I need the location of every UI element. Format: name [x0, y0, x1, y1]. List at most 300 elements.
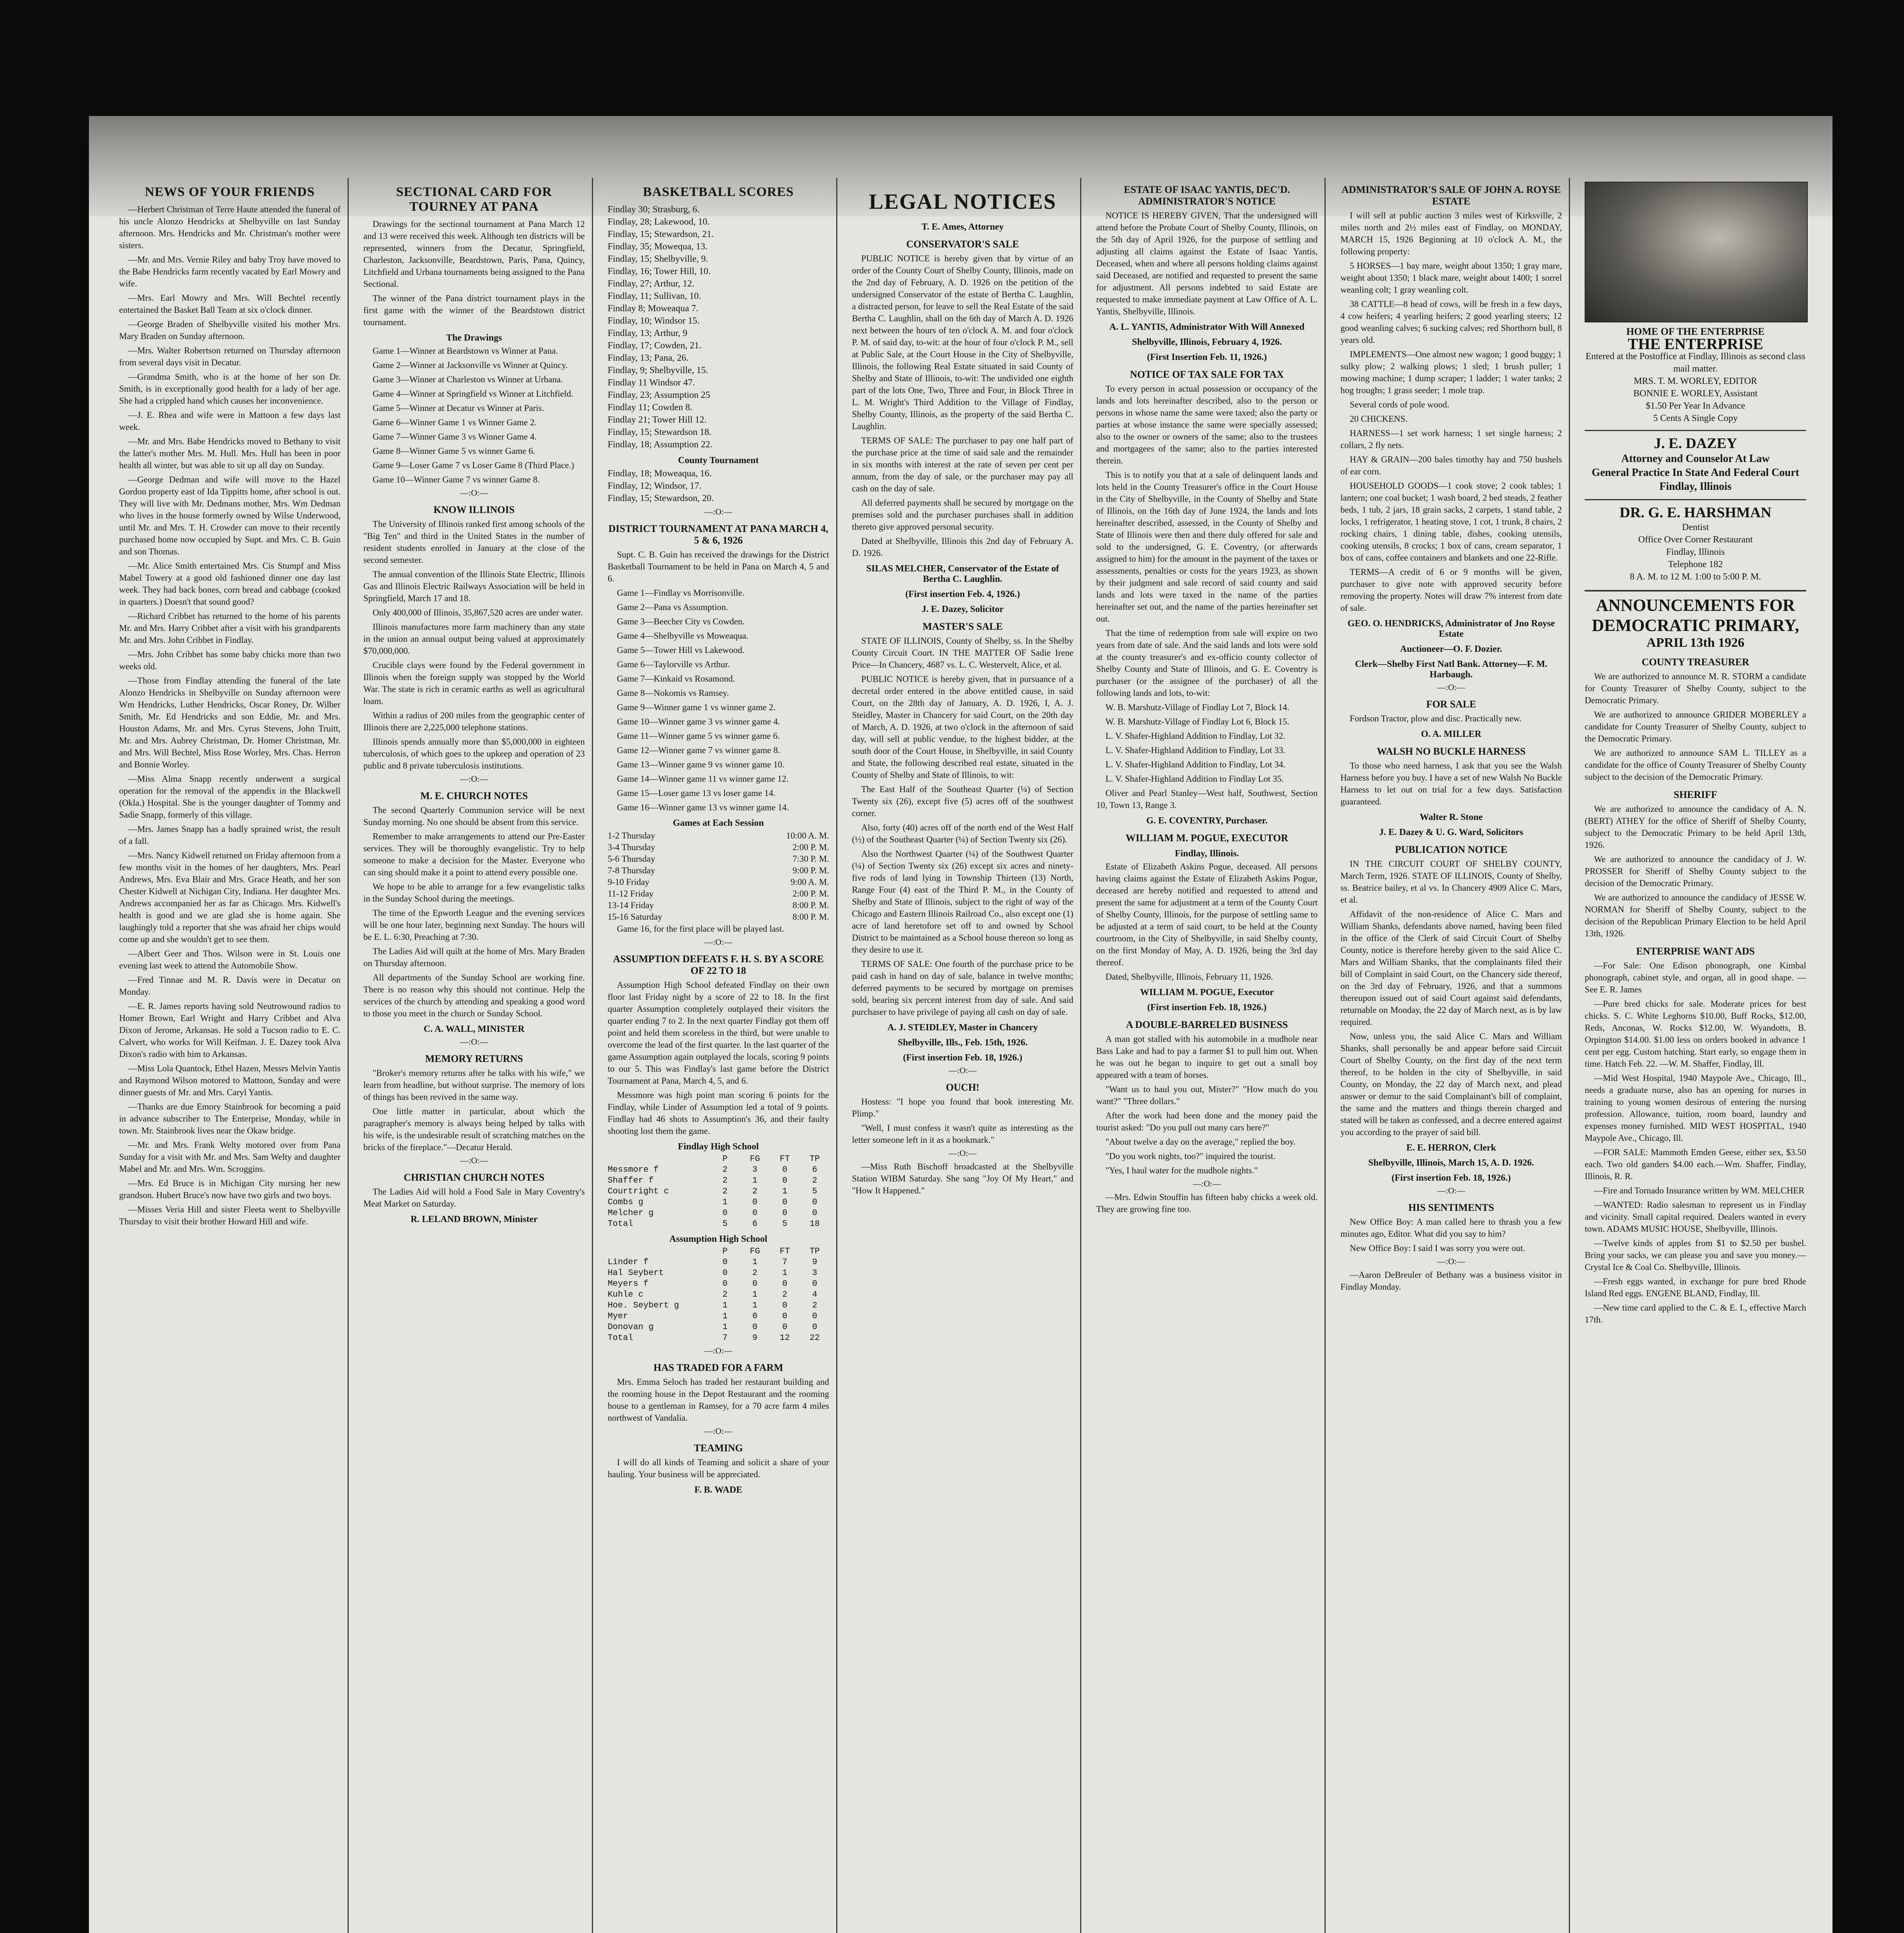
stat-cell: 7: [782, 1257, 788, 1267]
stat-cell: 3: [752, 1165, 758, 1174]
want-ads-list: [1585, 960, 1806, 1326]
paragraph: Game 2—Pana vs Assumption.: [617, 602, 728, 612]
player-name: Messmore f: [607, 1165, 659, 1174]
session-row: [608, 911, 829, 923]
estate-title: ESTATE OF ISAAC YANTIS, DEC'D. ADMINISTRATOR'S NOTICE: [1124, 184, 1290, 207]
stat-cell: 0: [752, 1208, 758, 1218]
box-row: [608, 1311, 829, 1322]
dazey-name: J. E. DAZEY: [1653, 435, 1737, 452]
paragraph: Game 3—Winner at Charleston vs Winner at Urbana.: [372, 375, 563, 384]
paragraph: Game 4—Shelbyville vs Moweaqua.: [617, 631, 748, 641]
box-row: [608, 1300, 829, 1311]
harshman-lines: [1585, 521, 1806, 583]
player-name: Hoe. Seybert g: [607, 1301, 679, 1310]
want-ads-title: ENTERPRISE WANT ADS: [1636, 946, 1755, 957]
column-6: ADMINISTRATOR'S SALE OF JOHN A. ROYSE ESTATE I will sell at public auction 3 miles west of Kirksville, 2 miles north and 2½ miles east of Findlay, on MONDAY, MARCH 15, 1926 Beginning at 10 o'clock A. M., the following property: 5 HORSES—1 bay mare, weight about 1350; 1 gray mare, weight about 1350; 1 black mare, weight about 1400; 1 sorrel weanling colt; 1 gray weanling colt. 38 CATTLE—8 head of cows, will be fresh in a few days, 4 cow heifers; 4 yearling heifers; 2 good yearling steers; 12 good weanling calves; 6 sucking calves; red Shorthorn bull, 8 years old. IMPLEMENTS—One almost new wagon; 1 good buggy; 1 sulky plow; 2 walking plows; 1 sled; 1 brush puller; 1 mowing machine; 1 dump scraper; 1 ladder; 1 water tanks; 2 hog troughs; 1 grass seeder; 1 mole trap. Several cords of pole wood. 20 CHICKENS. HARNESS—1 set work harness; 1 set single harness; 2 collars, 2 fly nets. HAY & GRAIN—200 bales timothy hay and 750 bushels of ear corn. HOUSEHOLD GOODS—1 cook stove; 2 cook tables; 1 lantern; one coal bucket; 1 wash board, 2 bed steads, 2 feather beds, 1 tub, 2 jars, 18 grain sacks, 2 carpets, 1 stand table, 2 locks, 1 refrigerator, 1 heating stove, 1 cot, 1 trunk, 8 chairs, 2 rocking chairs, 1 dining table, dishes, cooking utensils, cooking utensils, 8 crocks; 1 box of cans, cream separator, 1 box of cans, coffee containers and blankets and one 22-Rifle. TERMS—A credit of 6 or 9 months will be given, purchaser to give note with approved security before removing the property. Notes will draw 7% interest from date of sale. GEO. O. HENDRICKS, Administrator of Jno Royse Estate Auctioneer—O. F. Dozier. Clerk—Shelby First Natl Bank. Attorney—F. M. Harbaugh. —:O:— FOR SALE Fordson Tractor, plow and disc. Practically new. O. A. MILLER WALSH NO BUCKLE HARNESS To those who need harness, I ask that you see the Walsh Harness before you buy. I have a set of new Walsh No Buckle Harness to let out on trial for a few days. Satisfaction guaranteed. Walter R. Stone J. E. Dazey & U. G. Ward, Solicitors PUBLICATION NOTICE IN THE CIRCUIT COURT OF SHELBY COUNTY, March Term, 1926. STATE OF ILLINOIS, County of Shelby, ss. Beatrice bailey, et al vs. In Chancery 4909 Alice C. Mars, et al. Affidavit of the non-residence of Alice C. Mars and William Shanks, defendants above named, having been filed in the office of the Clerk of said Circuit Court of Shelby County, notice is therefore hereby given to the said Alice C. Mars and William Shanks, that the complainants filed their bill of Complaint in said Court, on the Chancery side thereof, on the 3rd day of February, 1926, and that a summons thereupon issued out of said Court against said defendants, returnable on Monday, the 22 day of March next, as is by law required. Now, unless you, the said Alice C. Mars and William Shanks, shall personally be and appear before said Circuit Court of Shelby County, on the first day of the next term thereof, to be holden in the city of Shelbyville, in said County, on Monday, the 22 day of March next, and plead answer or demur to the said Complainant's bill of complaint, the same and the matters and things therein charged and stated will be taken as confessed, and a decree entered against you according to the prayer of said bill. E. E. HERRON, Clerk Shelbyville, Illinois, March 15, A. D. 1926. (First insertion Feb. 18, 1926.) —:O:— HIS SENTIMENTS New Office Boy: A man called here to thrash you a few minutes ago, Editor. What did you say to him? New Office Boy: I said I was sorry you were out. —:O:— —Aaron DeBreuler of Bethany was a business visitor in Findlay Monday.: [1333, 178, 1570, 1933]
session-time: 8:00 P. M.: [792, 900, 829, 910]
paragraph: —For Sale: One Edison phonograph, one Kimbal phonograph, cabinet style, and organ, all in good shape. —See E. R. James: [1585, 961, 1807, 994]
paragraph: Game 4—Winner at Springfield vs Winner at Litchfield.: [372, 389, 573, 399]
paragraph: Entered at the Postoffice at Findlay, Illinois as second class mail matter.: [1585, 351, 1805, 374]
forsale-title: FOR SALE: [1426, 699, 1476, 710]
scores-title: BASKETBALL SCORES: [643, 185, 794, 199]
master-sign: A. J. STEIDLEY, Master in Chancery: [887, 1023, 1038, 1033]
box-total: [608, 1219, 829, 1229]
stat-cell: P: [722, 1246, 728, 1256]
paragraph: Only 400,000 of Illinois, 35,867,520 acres are under water.: [372, 608, 583, 617]
paragraph: —Mrs. Walter Robertson returned on Thursday afternoon from several days visit in Decatur.: [119, 346, 341, 367]
district-list: [608, 549, 829, 813]
paragraph: Fordson Tractor, plow and disc. Practically new.: [1350, 714, 1522, 723]
paragraph: 8 A. M. to 12 M. 1:00 to 5:00 P. M.: [1630, 572, 1761, 582]
paragraph: W. B. Marshutz-Village of Findlay Lot 7, Block 14.: [1105, 702, 1290, 712]
stat-cell: 0: [812, 1208, 817, 1218]
player-name: Meyers f: [607, 1279, 649, 1289]
paragraph: IN THE CIRCUIT COURT OF SHELBY COUNTY, March Term, 1926. STATE OF ILLINOIS, County of Shelby, ss. Beatrice bailey, et al vs. In Chancery 4909 Alice C. Mars, et al.: [1340, 859, 1562, 905]
paragraph: Game 12—Winner game 7 vs winner game 8.: [617, 745, 780, 755]
masthead: [1585, 326, 1806, 424]
tax-title: NOTICE OF TAX SALE FOR TAX: [1130, 369, 1284, 380]
paragraph: The University of Illinois ranked first among schools of the "Big Ten" and third in the United States in the number of resident students enrolled in January at the close of the second semester.: [363, 519, 585, 565]
column-5: ESTATE OF ISAAC YANTIS, DEC'D. ADMINISTRATOR'S NOTICE NOTICE IS HEREBY GIVEN, That the undersigned will attend before the Probate Court of Shelby County, Illinois, on the 5th day of April 1926, for the purpose of settling and adjusting all claims against the Estate of Isaac Yantis, Deceased, when and where all persons holding claims against said Deceased, are notified and requested to present the same for adjustment. All persons indebted to said Estate are requested to make immediate payment at Law Office of A. L. Yantis, Shelbyville, Illinois. A. L. YANTIS, Administrator With Will Annexed Shelbyville, Illinois, February 4, 1926. (First Insertion Feb. 11, 1926.) NOTICE OF TAX SALE FOR TAX To every person in actual possession or occupancy of the lands and lots hereinafter described, also to the person or persons in whose name the same were taxed; also the party or parties at whose instance the same were specially assessed; also to the owner or owners of the same; also to the trustees and mortgagees of the same; also to the parties interested therein. This is to notify you that at a sale of delinquent lands and lots held in the County Treasurer's office in the Court House in the City of Shelbyville, in the County of Shelby and State of Illinois, on the 16th day of June 1924, the lands and lots hereinafter described, assessed, in the County of Shelby and State of Illinois were then and there duly offered for sale and sold to the undersigned, G. E. Coventry, (or afterwards assigned to him) for the amount in the payment of the taxes or assessments, penalties or costs for the years 1923, as shown by their judgment and sale record of said county and said lands and lots were taxed in the name of the parties hereinafter set out, and the name of the parties hereinafter set out. That the time of redemption from sale will expire on two years from date of sale. And the said lands and lots were sold at the county treasurer's and ex-officio county collector of Shelby County and State of Illinois, and G. E. Coventry is purchaser (or the assignee of the purchaser) of all the following lands and lots, to-wit: W. B. Marshutz-Village of Findlay Lot 7, Block 14. W. B. Marshutz-Village of Findlay Lot 6, Block 15. L. V. Shafer-Highland Addition to Findlay, Lot 32. L. V. Shafer-Highland Addition to Findlay, Lot 33. L. V. Shafer-Highland Addition to Findlay, Lot 34. L. V. Shafer-Highland Addition to Findlay Lot 35. Oliver and Pearl Stanley—West half, Southwest, Section 10, Town 13, Range 3. G. E. COVENTRY, Purchaser. WILLIAM M. POGUE, EXECUTOR Findlay, Illinois. Estate of Elizabeth Askins Pogue, deceased. All persons having claims against the Estate of Elizabeth Askins Pogue, deceased are hereby notified and requested to attend and present the same for adjustment at a term of the County Court of Shelby County, Illinois, for the purpose of settling same to be adjusted at a term of said court, to be held at the County courtroom, in the City of Shelbyville, in said Shelby county, on the first Monday of May, A. D. 1926, being the 3rd day thereof. Dated, Shelbyville, Illinois, February 11, 1926. WILLIAM M. POGUE, Executor (First insertion Feb. 18, 1926.) A DOUBLE-BARRELED BUSINESS A man got stalled with his automobile in a mudhole near Bass Lake and had to pay a farmer $1 to pull him out. When he was out he began to inquire to get out a small boy appeared with a team of horses. "Want us to haul you out, Mister?" "How much do you want?" "Three dollars." After the work had been done and the money paid the tourist asked: "Do you pull out many cars here?" "About twelve a day on the average," replied the boy. "Do you work nights, too?" inquired the tourist. "Yes, I haul water for the mudhole nights." —:O:— —Mrs. Edwin Stouffin has fifteen baby chicks a week old. They are growing fine too.: [1089, 178, 1326, 1933]
paragraph: HAY & GRAIN—200 bales timothy hay and 750 bushels of ear corn.: [1340, 455, 1562, 476]
paragraph: One little matter in particular, about which the paragrapher's memory is always being helped by talks with his wife, is the undesirable result of scratching matches on the bricks of the fireplace."—Decatur Herald.: [363, 1106, 585, 1152]
paragraph: Findlay, Illinois: [1659, 481, 1732, 493]
paragraph: Game 13—Winner game 9 vs winner game 10.: [617, 760, 785, 769]
paragraph: Oliver and Pearl Stanley—West half, Southwest, Section 10, Town 13, Range 3.: [1096, 788, 1318, 810]
paragraph: Findlay, 9; Shelbyville, 15.: [607, 365, 708, 375]
paragraph: PUBLIC NOTICE is hereby given that by virtue of an order of the County Court of Shelby County, Illinois, made on the 2nd day of February, A. D. 1926 on the petition of the undersigned Conservator of the estate of Bertha C. Laughlin, a distracted person, for leave to sell the Real Estate of the said Bertha C. Laughlin, shall on the 6th day of March A. D. 1926 next between the hours of ten o'clock A. M. and four o'clock P. M. of said day, to-wit: at the hour of four o'clock P. M., sell at Public Sale, at the Court House in the City of Shelbyville, Illinois, the following Real Estate situated in said County of Shelby and State of Illinois, to-wit: The undivided one eighth part of the lots One, Two, Three and Four, in Block Three in L. M. Wright's Third Addition to the Village of Findlay, Shelby County, Illinois, as the property of the said Bertha C. Laughlin.: [852, 254, 1074, 431]
harshman-card: [1585, 499, 1806, 583]
cons-ins: (First insertion Feb. 4, 1926.): [905, 589, 1020, 599]
stat-cell: 9: [812, 1257, 817, 1267]
box-total: [608, 1333, 829, 1343]
stat-cell: 4: [812, 1290, 817, 1299]
session-row: [608, 830, 829, 842]
paper-name: THE ENTERPRISE: [1628, 335, 1763, 353]
walsh-title: WALSH NO BUCKLE HARNESS: [1377, 746, 1526, 757]
paragraph: Mrs. Emma Seloch has traded her restaurant building and the rooming house in the Depot Restaurant and the rooming house to a gentleman in Ramsey, for a 70 acre farm 4 miles northwest of Vandalia.: [607, 1377, 829, 1423]
bischoff-note: —Miss Ruth Bischoff broadcasted at the Shelbyville Station WIBM Saturday. She sang "Joy Of My Heart," and "How It Happened.": [852, 1162, 1074, 1195]
harshman-name: DR. G. E. HARSHMAN: [1619, 505, 1771, 521]
paragraph: I will sell at public auction 3 miles west of Kirksville, 2 miles north and 2½ miles east of Findlay, on MONDAY, MARCH 15, 1926 Beginning at 10 o'clock A. M., the following property:: [1340, 211, 1562, 256]
stat-cell: 0: [722, 1208, 728, 1218]
paragraph: NOTICE IS HEREBY GIVEN, That the undersigned will attend before the Probate Court of Shelby County, Illinois, on the 5th day of April 1926, for the purpose of settling and adjusting all claims against the Estate of Isaac Yantis, Deceased, when and where all persons holding claims against said Deceased, are notified and requested to present the same for adjustment. All persons indebted to said Estate are requested to make immediate payment at Law Office of A. L. Yantis, Shelbyville, Illinois.: [1096, 211, 1318, 316]
paragraph: 5 HORSES—1 bay mare, weight about 1350; 1 gray mare, weight about 1350; 1 black mare, weight about 1400; 1 sorrel weanling colt; 1 gray weanling colt.: [1340, 261, 1562, 295]
stat-cell: 22: [810, 1333, 820, 1343]
stat-cell: 1: [752, 1301, 758, 1310]
player-name: Melcher g: [607, 1208, 654, 1218]
christian-title: CHRISTIAN CHURCH NOTES: [404, 1172, 545, 1183]
cons-attorney: T. E. Ames, Attorney: [921, 222, 1004, 232]
column-3: BASKETBALL SCORES Findlay 30; Strasburg, 6. Findlay, 28; Lakewood, 10. Findlay, 15; Stewardson, 21. Findlay, 35; Mowequa, 13. Findlay, 15; Shelbyville, 9. Findlay, 16; Tower Hill, 10. Findlay, 27; Arthur, 12. Findlay, 11; Sullivan, 10. Findlay 8; Moweaqua 7. Findlay, 10; Windsor 15. Findlay, 13; Arthur, 9 Findlay, 17; Cowden, 21. Findlay, 13; Pana, 26. Findlay, 9; Shelbyville, 15. Findlay 11 Windsor 47. Findlay, 23; Assumption 25 Findlay 11; Cowden 8. Findlay 21; Tower Hill 12. Findlay, 15; Stewardson 18. Findlay, 18; Assumption 22. County Tournament Findlay, 18; Moweaqua, 16. Findlay, 12; Windsor, 17. Findlay, 15; Stewardson, 20. —:O:— DISTRICT TOURNAMENT AT PANA MARCH 4, 5 & 6, 1926 Supt. C. B. Guin has received the drawings for the District Basketball Tournament to be held in Pana on March 4, 5 and 6. Game 1—Findlay vs Morrisonville. Game 2—Pana vs Assumption. Game 3—Beecher City vs Cowden. Game 4—Shelbyville vs Moweaqua. Game 5—Tower Hill vs Lakewood. Game 6—Taylorville vs Arthur. Game 7—Kinkaid vs Rosamond. Game 8—Nokomis vs Ramsey. Game 9—Winner game 1 vs winner game 2. Game 10—Winner game 3 vs winner game 4. Game 11—Winner game 5 vs winner game 6. Game 12—Winner game 7 vs winner game 8. Game 13—Winner game 9 vs winner game 10. Game 14—Winner game 11 vs winner game 12. Game 15—Loser game 13 vs loser game 14. Game 16—Winner game 13 vs winner game 14. Games at Each Session 1-2 Thursday 10:00 A. M. 3-4 Thursday 2:00 P. M. 5-6 Thursday 7:30 P. M. 7-8 Thursday 9:00 P. M. 9-10 Friday 9:00 A. M. 11-12 Friday 2:00 P. M. 13-14 Friday 8:00 P. M. 15-16 Saturday 8:00 P. M. Game 16, for the first place will be played last. —:O:— ASSUMPTION DEFEATS F. H. S. BY A SCORE OF 22 TO 18 Assumption High School defeated Findlay on their own floor last Friday night by a score of 22 to 18. In the first quarter Assumption completely outplayed their visitors the quarter ending 7 to 2. In the next quarter Findlay got them off point and held them scoreless in the third, but were unable to overcome the lead of the first quarter. In the last quarter of the game Assumption again outplayed the locals, scoring 9 points to our 5. This was Findlay's last game before the District Tournament at Pana, March 4, 5, and 6. Messmore was high point man scoring 6 points for the Findlay, while Linder of Assumption led a total of 9 points. Findlay had 46 shots to Assumption's 36, and their faulty shooting lost them the game. Findlay High School P FG FT TP Messmore f 2 3 0 6 Shaffer f 2 1 0 2 Courtright c 2 2 1 5 Combs g 1 0 0 0 Melcher g 0 0 0 0 Total 5 6 5 18 Assumption High School P FG FT TP Linder f 0 1 7 9 Hal Seybert 0 2 1 3 Meyers f 0 0 0 0 Kuhle c 2 1 2 4 Hoe. Seybert g 1 1 0 2 Myer 1 0 0 0 Donovan g 1 0 0 0 Total 7 9 12 22 —:O:— HAS TRADED FOR A FARM Mrs. Emma Seloch has traded her restaurant building and the rooming house in the Depot Restaurant and the rooming house to a gentleman in Ramsey, for a 70 acre farm 4 miles northwest of Vandalia. —:O:— TEAMING I will do all kinds of Teaming and solicit a share of your hauling. Your business will be appreciated. F. B. WADE: [601, 178, 837, 1933]
session-time: 2:00 P. M.: [792, 842, 829, 852]
stat-cell: 0: [812, 1311, 817, 1321]
player-name: [608, 1246, 710, 1257]
paragraph: 5 Cents A Single Copy: [1653, 413, 1738, 423]
paragraph: "Well, I must confess it wasn't quite as interesting as the letter someone left in it as a bookmark.": [852, 1123, 1074, 1145]
paragraph: —Those from Findlay attending the funeral of the late Alonzo Hendricks in Shelbyville on Sunday afternoon were Wm Hendricks, Luther Hendricks, Oscar Roney, Dr. Wilber Smith, Mr. Ed Hendricks and son Eddie, Mr. and Mrs. Houston Adams, Mr. and Mrs. Cyrus Stevens, John Truitt, Mr. and Mrs. Aubrey Christman, Dr. Homer Christman, Mr. and Mrs. Will Bechtel, Miss Rose Worley, Mrs. Chas. Herron and Bonnie Worley.: [119, 676, 341, 769]
paragraph: Findlay, 15; Stewardson, 20.: [607, 493, 714, 503]
paragraph: Findlay, 12; Windsor, 17.: [607, 481, 702, 491]
stat-cell: 0: [782, 1301, 788, 1310]
stat-cell: TP: [810, 1154, 820, 1164]
paragraph: Game 3—Beecher City vs Cowden.: [617, 617, 745, 626]
paragraph: Findlay, 13; Pana, 26.: [607, 353, 689, 363]
sessions-title: Games at Each Session: [673, 818, 764, 828]
christian-list: [363, 1186, 585, 1210]
paragraph: —New time card applied to the C. & E. I., effective March 17th.: [1585, 1303, 1807, 1324]
player-name: Kuhle c: [607, 1290, 644, 1299]
paragraph: General Practice In State And Federal Court: [1592, 467, 1799, 479]
paragraph: Game 1—Winner at Beardstown vs Winner at Pana.: [372, 346, 558, 356]
announcements-title: ANNOUNCEMENTS FOR DEMOCRATIC PRIMARY,: [1585, 590, 1806, 636]
box-row: [608, 1322, 829, 1333]
paragraph: Remember to make arrangements to attend our Pre-Easter services. They will be thoroughly evangelistic. Try to help someone to make a decision for the Master. Everyone who can sing should make it a point to attend every possible one.: [363, 832, 585, 877]
debreuler-note: —Aaron DeBreuler of Bethany was a business visitor in Findlay Monday.: [1340, 1270, 1562, 1292]
paragraph: The second Quarterly Communion service will be next Sunday morning. No one should be absent from this service.: [363, 805, 585, 827]
forsale-list: [1340, 713, 1562, 724]
ouch-title: OUCH!: [946, 1082, 980, 1093]
paragraph: "Yes, I haul water for the mudhole nights.": [1105, 1166, 1258, 1175]
paragraph: Game 9—Loser Game 7 vs Loser Game 8 (Third Place.): [372, 460, 574, 470]
box2-table: [608, 1246, 829, 1343]
tax-list: [1096, 383, 1318, 811]
player-name: Combs g: [607, 1197, 644, 1207]
paragraph: Office Over Corner Restaurant: [1638, 535, 1753, 545]
stat-cell: 0: [782, 1208, 788, 1218]
paragraph: Findlay 8; Moweaqua 7.: [607, 303, 699, 314]
stat-cell: 0: [812, 1197, 817, 1207]
estate-ins: (First Insertion Feb. 11, 1926.): [1147, 352, 1267, 362]
announcements-date: APRIL 13th 1926: [1647, 636, 1745, 650]
assumption-list: [608, 979, 829, 1137]
paragraph: After the work had been done and the money paid the tourist asked: "Do you pull out many cars here?": [1096, 1111, 1318, 1132]
stat-cell: 1: [722, 1301, 728, 1310]
paragraph: —Thanks are due Emory Stainbrook for becoming a paid in advance subscriber to The Enterprise, Monday, while in town. Mr. Stainbrook lives near the Okaw bridge.: [119, 1102, 341, 1135]
legal-notices-title: LEGAL NOTICES: [869, 190, 1057, 214]
paragraph: The annual convention of the Illinois State Electric, Illinois Gas and Illinois Electric Railways Association will be held in Springfield, March 17 and 18.: [363, 569, 585, 603]
pogue-sign: WILLIAM M. POGUE, Executor: [1140, 987, 1274, 997]
stat-cell: 2: [812, 1301, 817, 1310]
paragraph: Game 9—Winner game 1 vs winner game 2.: [617, 702, 776, 712]
paragraph: Attorney and Counselor At Law: [1621, 453, 1770, 465]
master-title: MASTER'S SALE: [922, 621, 1003, 632]
paragraph: We are authorized to announce GRIDER MOBERLEY a candidate for County Treasurer of Shelby County, subject to the Democratic Primary.: [1585, 710, 1807, 743]
pub-atty: J. E. Dazey & U. G. Ward, Solicitors: [1379, 827, 1524, 837]
paragraph: Dated at Shelbyville, Illinois this 2nd day of February A. D. 1926.: [852, 536, 1074, 558]
memory-list: [363, 1067, 585, 1153]
drawings-list: [363, 345, 585, 486]
paragraph: Findlay, 11; Sullivan, 10.: [607, 291, 701, 301]
paragraph: The Ladies Aid will hold a Food Sale in Mary Coventry's Meat Market on Saturday.: [363, 1187, 585, 1209]
stat-cell: 0: [752, 1197, 758, 1207]
royse-sale-list: [1340, 210, 1562, 614]
box-header: [608, 1154, 829, 1164]
session-time: 7:30 P. M.: [792, 854, 829, 864]
paragraph: "About twelve a day on the average," replied the boy.: [1105, 1137, 1296, 1147]
mast-lines: [1585, 350, 1806, 424]
stat-cell: 0: [752, 1311, 758, 1321]
stat-cell: 0: [782, 1311, 788, 1321]
paragraph: L. V. Shafer-Highland Addition to Findlay Lot 35.: [1105, 774, 1284, 784]
paragraph: PUBLIC NOTICE is hereby given, that in pursuance of a decretal order entered in the above entitled cause, in said Court, on the 28th day of January, A. D. 1926, I, A. J. Steidley, Master in Chancery for said Court, on the 20th day of March, A. D. 1926, at two o'clock in the afternoon of said day, will sell at public vendue, to the highest bidder, at the south door of the Court House, in Shelbyville, in said County and State, the following described real estate, situated in the County of Shelby and State of Illinois, to wit:: [852, 674, 1074, 780]
paragraph: The time of the Epworth League and the evening services will be one hour later, beginning next Sunday. The hours will be E. L. 6:30, Preaching at 7:30.: [363, 908, 585, 942]
church-title: M. E. CHURCH NOTES: [420, 790, 528, 801]
paragraph: All deferred payments shall be secured by mortgage on the premises sold and the purchaser purchases shall in addition thereto give approved personal security.: [852, 498, 1074, 532]
stat-cell: 1: [752, 1290, 758, 1299]
paragraph: We are authorized to announce M. R. STORM a candidate for County Treasurer of Shelby County, subject to the Democratic Primary.: [1585, 672, 1807, 705]
master-atty: J. E. Dazey, Solicitor: [922, 604, 1004, 614]
pogue-sub: Findlay, Illinois.: [1174, 849, 1239, 859]
stat-cell: 6: [752, 1219, 758, 1229]
stat-cell: 7: [722, 1333, 728, 1343]
paragraph: MRS. T. M. WORLEY, EDITOR: [1634, 376, 1757, 386]
paragraph: New Office Boy: I said I was sorry you were out.: [1350, 1243, 1526, 1253]
paragraph: Also the Northwest Quarter (¼) of the Southwest Quarter (¼) of Section Twenty six (26) except six acres and ninety-five rods of land lying in Township Thirteen (13) North, Range Four (4) east of the Third P. M., in the County of Shelby and State of Illinois, subject to the right of way of the Chicago and Eastern Illinois Railroad Co., also except one (1) acre of land heretofore set off to and owned by School District to be maintained as a School house thereon so long as they desire to use it.: [852, 849, 1074, 955]
stat-cell: TP: [810, 1246, 820, 1256]
paragraph: TERMS OF SALE: The purchaser to pay one half part of the purchase price at the time of said sale and the remainder in six months with interest at the rate of seven per cent per annum, from the day of sale, or the purchaser may pay all cash on the day of sale.: [852, 436, 1074, 493]
newspaper-page: [89, 116, 1832, 1933]
paragraph: IMPLEMENTS—One almost new wagon; 1 good buggy; 1 sulky plow; 2 walking plows; 1 sled; 1 brush puller; 1 mowing machine; 1 dump scraper; 1 ladder; 1 water tanks; 2 hog troughs; 1 grass seeder; 1 mole trap.: [1340, 349, 1562, 395]
column-4: LEGAL NOTICES T. E. Ames, Attorney CONSERVATOR'S SALE PUBLIC NOTICE is hereby given that by virtue of an order of the County Court of Shelby County, Illinois, made on the 2nd day of February, A. D. 1926 on the petition of the undersigned Conservator of the estate of Bertha C. Laughlin, a distracted person, for leave to sell the Real Estate of the said Bertha C. Laughlin, shall on the 6th day of March A. D. 1926 next between the hours of ten o'clock A. M. and four o'clock P. M. of said day, to-wit: at the hour of four o'clock P. M., sell at Public Sale, at the Court House in the City of Shelbyville, Illinois, the following Real Estate situated in said County of Shelby and State of Illinois, to-wit: The undivided one eighth part of the lots One, Two, Three and Four, in Block Three in L. M. Wright's Third Addition to the Village of Findlay, Shelby County, Illinois, as the property of the said Bertha C. Laughlin. TERMS OF SALE: The purchaser to pay one half part of the purchase price at the time of said sale and the remainder in six months with interest at the rate of seven per cent per annum, from the day of sale, or the purchaser may pay all cash on the day of sale. All deferred payments shall be secured by mortgage on the premises sold and the purchaser purchases shall in addition thereto give approved personal security. Dated at Shelbyville, Illinois this 2nd day of February A. D. 1926. SILAS MELCHER, Conservator of the Estate of Bertha C. Laughlin. (First insertion Feb. 4, 1926.) J. E. Dazey, Solicitor MASTER'S SALE STATE OF ILLINOIS, County of Shelby, ss. In the Shelby County Circuit Court. IN THE MATTER OF Sadie Irene Price—In Chancery, 4687 vs. L. C. Westervelt, Alice, et al. PUBLIC NOTICE is hereby given, that in pursuance of a decretal order entered in the above entitled cause, in said Court, on the 28th day of January, A. D. 1926, I, A. J. Steidley, Master in Chancery for said Court, on the 20th day of March, A. D. 1926, at two o'clock in the afternoon of said day, will sell at public vendue, to the highest bidder, at the south door of the Court House, in Shelbyville, in said County and State, the following described real estate, situated in the County of Shelby and State of Illinois, to wit: The East Half of the Southeast Quarter (¼) of Section Twenty six (26), except five (5) acres off of the southwest corner. Also, forty (40) acres off of the north end of the West Half (½) of the Southeast Quarter (¼) of Section Twenty six (26). Also the Northwest Quarter (¼) of the Southwest Quarter (¼) of Section Twenty six (26) except six acres and ninety-five rods of land lying in Township Thirteen (13) North, Range Four (4) east of the Third P. M., in the County of Shelby and State of Illinois, subject to the right of way of the Chicago and Eastern Illinois Railroad Co., also except one (1) acre of land heretofore set off to and owned by School District to be maintained as a School house thereon so long as they desire to use it. TERMS OF SALE: One fourth of the purchase price to be paid cash in hand on day of sale, balance in twelve months; deferred payments to be secured by mortgage on premises sold, bearing six percent interest from day of sale. And said purchaser to have privilege of paying all cash on day of sale. A. J. STEIDLEY, Master in Chancery Shelbyville, Ills., Feb. 15th, 1926. (First insertion Feb. 18, 1926.) —:O:— OUCH! Hostess: "I hope you found that book interesting Mr. Plimp." "Well, I must confess it wasn't quite as interesting as the letter someone left in it as a bookmark." —:O:— —Miss Ruth Bischoff broadcasted at the Shelbyville Station WIBM Saturday. She sang "Joy Of My Heart," and "How It Happened.": [845, 178, 1082, 1933]
paragraph: Game 5—Tower Hill vs Lakewood.: [617, 645, 745, 655]
sectional-title: SECTIONAL CARD FOR TOURNEY AT PANA: [396, 185, 552, 214]
player-name: Donovan g: [607, 1322, 654, 1332]
box-row: [608, 1186, 829, 1197]
player-name: Courtright c: [607, 1186, 669, 1196]
paragraph: TERMS OF SALE: One fourth of the purchase price to be paid cash in hand on day of sale, balance in twelve months; deferred payments to be secured by mortgage on premises sold, bearing six percent interest from day of sale. And said purchaser to have privilege of paying all cash on day of sale.: [852, 959, 1074, 1017]
paragraph: Findlay, 27; Arthur, 12.: [607, 279, 694, 289]
box1-table: [608, 1154, 829, 1229]
paragraph: STATE OF ILLINOIS, County of Shelby, ss. In the Shelby County Circuit Court. IN THE MATTER OF Sadie Irene Price—In Chancery, 4687 vs. L. C. Westervelt, Alice, et al.: [852, 636, 1074, 670]
pub-sign: E. E. HERRON, Clerk: [1406, 1143, 1496, 1153]
dazey-lines: [1585, 452, 1806, 494]
know-title: KNOW ILLINOIS: [433, 504, 515, 515]
paragraph: Findlay, 28; Lakewood, 10.: [607, 217, 710, 227]
paragraph: Game 7—Winner Game 3 vs Winner Game 4.: [372, 432, 537, 441]
paragraph: Now, unless you, the said Alice C. Mars and William Shanks, shall personally be and appear before said Circuit Court of Shelby County, on the first day of the next term thereof, to be holden in the city of Shelbyville, in said County, on Monday, the 22 day of March next, and plead answer or demur to the said Complainant's bill of complaint, the same and the matters and things therein charged and stated will be taken as confessed, and a decree entered against you according to the prayer of said bill.: [1340, 1031, 1562, 1137]
columns: [112, 178, 1813, 1933]
stat-cell: 1: [752, 1176, 758, 1185]
paragraph: —Mr. and Mrs. Frank Welty motored over from Pana Sunday for a visit with Mr. and Mrs. Sam Welty and daughter Mabel and Mr. and Mrs. Wm. Scroggins.: [119, 1140, 341, 1174]
estate-list: [1096, 210, 1318, 317]
master-list: [852, 635, 1074, 1018]
walsh-list: [1340, 760, 1562, 808]
forsale-sign: O. A. MILLER: [1421, 729, 1481, 739]
paragraph: —Albert Geer and Thos. Wilson were in St. Louis one evening last week to attend the Automobile Show.: [119, 949, 341, 970]
session-games: 5-6 Thursday: [607, 854, 655, 864]
paragraph: We are authorized to announce the candidacy of JESSE W. NORMAN for Sheriff of Shelby County, subject to the decision of the Republican Primary Election to be held April 13th, 1926.: [1585, 893, 1807, 938]
box-row: [608, 1257, 829, 1268]
stat-cell: 1: [752, 1257, 758, 1267]
master-date: Shelbyville, Ills., Feb. 15th, 1926.: [897, 1038, 1028, 1048]
stat-cell: 0: [782, 1176, 788, 1185]
double-title: A DOUBLE-BARRELED BUSINESS: [1126, 1019, 1288, 1030]
paragraph: —Mr. Alice Smith entertained Mrs. Cis Stumpf and Miss Mabel Towery at a good old fashioned dinner one day last week. They had back bones, corn bread and cabbage (cooked in quarters.) Doesn't that sound good?: [119, 561, 341, 607]
sentiments-list: [1340, 1216, 1562, 1254]
column-7: [1578, 178, 1813, 1933]
stat-cell: 0: [812, 1322, 817, 1332]
paragraph: Findlay 21; Tower Hill 12.: [607, 415, 707, 425]
paragraph: L. V. Shafer-Highland Addition to Findlay, Lot 33.: [1105, 745, 1285, 755]
sheriff-list: [1585, 803, 1806, 939]
sessions-table: [608, 830, 829, 923]
paragraph: All departments of the Sunday School are working fine. There is no reason why this should not continue. Help the services of the church by attending and speaking a good word to those you meet in the church or Sunday School.: [363, 973, 585, 1018]
paragraph: Game 2—Winner at Jacksonville vs Winner at Quincy.: [372, 360, 568, 370]
church-list: [363, 804, 585, 1019]
paragraph: Findlay, 18; Moweaqua, 16.: [607, 469, 712, 479]
sectional-intro: [363, 218, 585, 328]
paragraph: L. V. Shafer-Highland Addition to Findlay, Lot 32.: [1105, 731, 1285, 741]
scores-list: [608, 203, 829, 451]
box-row: [608, 1208, 829, 1219]
stat-cell: 0: [722, 1257, 728, 1267]
paragraph: Messmore was high point man scoring 6 points for the Findlay, while Linder of Assumption led a total of 9 points. Findlay had 46 shots to Assumption's 36, and their faulty shooting lost them the game.: [607, 1090, 829, 1136]
player-name: Myer: [607, 1311, 628, 1321]
paragraph: —J. E. Rhea and wife were in Mattoon a few days last week.: [119, 410, 341, 432]
treasurer-title: COUNTY TREASURER: [1641, 656, 1749, 668]
session-games: 9-10 Friday: [607, 877, 649, 887]
paragraph: —WANTED: Radio salesman to represent us in Findlay and vicinity. Small capital required. Dealers wanted in every town. ADAMS MUSIC HOUSE, Shelbyville, Illinois.: [1585, 1200, 1807, 1234]
paragraph: 38 CATTLE—8 head of cows, will be fresh in a few days, 4 cow heifers; 4 yearling heifers; 2 good yearling steers; 12 good weanling calves; 6 sucking calves; red Shorthorn bull, 8 years old.: [1340, 299, 1562, 345]
paragraph: L. V. Shafer-Highland Addition to Findlay, Lot 34.: [1105, 760, 1285, 769]
stat-cell: 2: [722, 1186, 728, 1196]
paragraph: Findlay, Illinois: [1666, 547, 1725, 557]
stat-cell: 1: [722, 1197, 728, 1207]
player-name: Total: [607, 1333, 633, 1343]
stat-cell: FG: [750, 1154, 760, 1164]
session-time: 9:00 A. M.: [790, 877, 829, 887]
pogue-title: WILLIAM M. POGUE, EXECUTOR: [1125, 832, 1289, 844]
paragraph: Findlay, 13; Arthur, 9: [607, 328, 687, 338]
teaming-title: TEAMING: [694, 1442, 743, 1454]
paragraph: Dated, Shelbyville, Illinois, February 11, 1926.: [1105, 972, 1273, 982]
stat-cell: 0: [722, 1279, 728, 1289]
paragraph: —Mrs. Earl Mowry and Mrs. Will Bechtel recently entertained the Basket Ball Team at six o'clock dinner.: [119, 293, 341, 315]
cons-title: CONSERVATOR'S SALE: [906, 239, 1019, 250]
stat-cell: 1: [782, 1268, 788, 1278]
paragraph: Estate of Elizabeth Askins Pogue, deceased. All persons having claims against the Estate of Elizabeth Askins Pogue, deceased are hereby notified and requested to attend and present the same for adjustment at a term of the County Court of Shelby County, Illinois, for the purpose of settling same to be adjusted at a term of said court, to be held at the County courtroom, in the City of Shelbyville, in said Shelby county, on the first Monday of May, A. D. 1926, being the 3rd day thereof.: [1096, 862, 1318, 967]
session-row: [608, 842, 829, 853]
paragraph: Affidavit of the non-residence of Alice C. Mars and William Shanks, defendants above named, having been filed in the office of the Clerk of said Circuit Court of Shelby County, notice is therefore hereby given to the said Alice C. Mars and William Shanks, that the complainants filed their bill of Complaint in said Court, on the Chancery side thereof, on the 3rd day of February, 1926, and that a summons thereupon issued out of said Court against said defendants, returnable on Monday, the 22 day of March next, as is by law required.: [1340, 909, 1562, 1027]
paragraph: —Fresh eggs wanted, in exchange for pure bred Rhode Island Red eggs. ENGENE BLAND, Findlay, Ill.: [1585, 1277, 1807, 1298]
paragraph: —Grandma Smith, who is at the home of her son Dr. Smith, is in exceptionally good health for a lady of her age. She had a crippled hand which causes her inconvenience.: [119, 372, 341, 406]
session-time: 10:00 A. M.: [786, 831, 829, 840]
stat-cell: 12: [779, 1333, 790, 1343]
paragraph: We hope to be able to arrange for a few evangelistic talks in the Sunday School during the meetings.: [363, 882, 585, 903]
cons-list: [852, 252, 1074, 559]
stat-cell: 1: [722, 1322, 728, 1332]
stat-cell: 5: [812, 1186, 817, 1196]
county-title: County Tournament: [678, 455, 759, 465]
pub-ins: (First insertion Feb. 18, 1926.): [1391, 1173, 1511, 1183]
stat-cell: 3: [812, 1268, 817, 1278]
box-row: [608, 1164, 829, 1175]
cons-sign: SILAS MELCHER, Conservator of the Estate of Bertha C. Laughlin.: [866, 564, 1059, 584]
paragraph: —Misses Veria Hill and sister Fleeta went to Shelbyville Thursday to visit their brother Howard Hill and wife.: [119, 1205, 341, 1226]
sheriff-title: SHERIFF: [1674, 789, 1717, 800]
paragraph: —George Dedman and wife will move to the Hazel Gordon property east of Ida Tippitts home, after school is out. They will live with Mr. Dedmans mother, Mrs. Wm Dedman who lives in the house formerly owned by Wilse Underwood, until Mr. and Mrs. T. H. Crowder can move to their recently purchased home now occupied by Supt. and Mrs. C. B. Guin and son Thomas.: [119, 475, 341, 556]
session-time: 8:00 P. M.: [792, 912, 829, 922]
paragraph: —Pure bred chicks for sale. Moderate prices for best chicks. S. C. White Leghorns $10.00, Buff Rocks, $12.00, Reds, Anconas, W. Rocks $12.00, W. Wyandotts, B. Orpington $14.00. $1.00 less on orders booked in advance 1 cent per egg. Custom hatching. Start early, so engage them in time. Hatch Feb. 22. —W. M. Shaffer, Findlay, Ill.: [1585, 999, 1807, 1069]
session-games: 13-14 Friday: [607, 900, 654, 910]
player-name: Hal Seybert: [607, 1268, 664, 1278]
box2-title: Assumption High School: [669, 1234, 767, 1244]
box-row: [608, 1268, 829, 1278]
paragraph: Findlay, 18; Assumption 22.: [607, 440, 713, 450]
church-minister: C. A. WALL, MINISTER: [423, 1024, 525, 1034]
royse-sale-sign: GEO. O. HENDRICKS, Administrator of Jno Royse Estate: [1347, 619, 1555, 639]
paragraph: —Mrs. James Snapp has a badly sprained wrist, the result of a fall.: [119, 824, 341, 846]
treasurer-list: [1585, 670, 1806, 783]
paragraph: —George Braden of Shelbyville visited his mother Mrs. Mary Braden on Sunday afternoon.: [119, 319, 341, 341]
session-row: [608, 865, 829, 876]
paragraph: HOUSEHOLD GOODS—1 cook stove; 2 cook tables; 1 lantern; one coal bucket; 1 wash board, 2 bed steads, 2 feather beds, 1 tub, 2 jars, 18 grain sacks, 2 carpets, 1 stand table, 2 locks, 1 refrigerator, 1 heating stove, 1 cot, 1 trunk, 8 chairs, 2 rocking chairs, 1 dining table, dishes, cooking utensils, cooking utensils, 8 crocks; 1 box of cans, cream separator, 1 box of cans, coffee containers and blankets and one 22-Rifle.: [1340, 481, 1562, 563]
paragraph: TERMS—A credit of 6 or 9 months will be given, purchaser to give note with approved security before removing the property. Notes will draw 7% interest from date of sale.: [1340, 567, 1562, 613]
session-row: [608, 888, 829, 900]
stat-cell: 6: [812, 1165, 817, 1174]
paragraph: HARNESS—1 set work harness; 1 set single harness; 2 collars, 2 fly nets.: [1340, 428, 1562, 450]
session-games: 15-16 Saturday: [607, 912, 662, 922]
paragraph: New Office Boy: A man called here to thrash you a few minutes ago, Editor. What did you say to him?: [1340, 1217, 1562, 1239]
box-row: [608, 1289, 829, 1300]
paragraph: Game 16—Winner game 13 vs winner game 14.: [617, 803, 789, 812]
stat-cell: 0: [812, 1279, 817, 1289]
paragraph: Findlay 30; Strasburg, 6.: [607, 205, 700, 215]
column-1: [112, 178, 349, 1933]
stat-cell: FG: [750, 1246, 760, 1256]
paragraph: Within a radius of 200 miles from the geographic center of Illinois there are 2,225,000 telephone stations.: [363, 711, 585, 732]
paragraph: To those who need harness, I ask that you see the Walsh Harness before you buy. I have a set of new Walsh No Buckle Harness to let out on trial for a few days. Satisfaction guaranteed.: [1340, 761, 1562, 806]
column-2: SECTIONAL CARD FOR TOURNEY AT PANA Drawings for the sectional tournament at Pana March 12 and 13 were received this week. Although ten districts will be represented, winners from the Decatur, Springfield, Charleston, Jacksonville, Beardstown, Paris, Pana, Quincy, Litchfield and Urbana tournaments being assigned to the Pana Sectional. The winner of the Pana district tournament plays in the first game with the winner of the Beardstown district tournament. The Drawings Game 1—Winner at Beardstown vs Winner at Pana. Game 2—Winner at Jacksonville vs Winner at Quincy. Game 3—Winner at Charleston vs Winner at Urbana. Game 4—Winner at Springfield vs Winner at Litchfield. Game 5—Winner at Decatur vs Winner at Paris. Game 6—Winner Game 1 vs Winner Game 2. Game 7—Winner Game 3 vs Winner Game 4. Game 8—Winner Game 5 vs winner Game 6. Game 9—Loser Game 7 vs Loser Game 8 (Third Place.) Game 10—Winner Game 7 vs winner Game 8. —:O:— KNOW ILLINOIS The University of Illinois ranked first among schools of the "Big Ten" and third in the United States in the number of resident students enrolled in January at the close of the second semester. The annual convention of the Illinois State Electric, Illinois Gas and Illinois Electric Railways Association will be held in Springfield, March 17 and 18. Only 400,000 of Illinois, 35,867,520 acres are under water. Illinois manufactures more farm machinery than any state in the union an annual output being valued at approximately $70,000,000. Crucible clays were found by the Federal government in Illinois when the foreign supply was stopped by the World War. The state is rich in ceramic earths as well as agricultural loam. Within a radius of 200 miles from the geographic center of Illinois there are 2,225,000 telephone stations. Illinois spends annually more than $5,000,000 in eighteen tuberculosis, of which goes to the upkeep and operation of 23 public and 8 private tuberculosis institutions. —:O:— M. E. CHURCH NOTES The second Quarterly Communion service will be next Sunday morning. No one should be absent from this service. Remember to make arrangements to attend our Pre-Easter services. They will be thoroughly evangelistic. Try to help someone to make a decision for the Master. Everyone who can sing should make it a point to attend every possible one. We hope to be able to arrange for a few evangelistic talks in the Sunday School during the meetings. The time of the Epworth League and the evening services will be one hour later, beginning next Sunday. The hours will be E. L. 6:30, Preaching at 7:30. The Ladies Aid will quilt at the home of Mrs. Mary Braden on Thursday afternoon. All departments of the Sunday School are working fine. There is no reason why this should not continue. Help the services of the church by attending and speaking a good word to those you meet in the church or Sunday School. C. A. WALL, MINISTER —:O:— MEMORY RETURNS "Broker's memory returns after he talks with his wife," we learn from headline, but without surprise. The memory of lots of things has been revived in the same way. One little matter in particular, about which the paragrapher's memory is always being helped by talks with his wife, is the undesirable result of scratching matches on the bricks of the fireplace."—Decatur Herald. —:O:— CHRISTIAN CHURCH NOTES The Ladies Aid will hold a Food Sale in Mary Coventry's Meat Market on Saturday. R. LELAND BROWN, Minister: [356, 178, 593, 1933]
paragraph: Game 8—Nokomis vs Ramsey.: [617, 688, 729, 698]
paragraph: Game 15—Loser game 13 vs loser game 14.: [617, 788, 776, 798]
paragraph: Findlay, 10; Windsor 15.: [607, 316, 700, 326]
stat-cell: FT: [779, 1246, 790, 1256]
estate-date: Shelbyville, Illinois, February 4, 1926.: [1132, 337, 1282, 347]
pub-date: Shelbyville, Illinois, March 15, A. D. 1926.: [1368, 1158, 1534, 1168]
stat-cell: 2: [812, 1176, 817, 1185]
session-note: Game 16, for the first place will be played last.: [617, 924, 784, 934]
player-name: Linder f: [607, 1257, 649, 1267]
paragraph: Game 5—Winner at Decatur vs Winner at Paris.: [372, 403, 544, 413]
paragraph: We are authorized to announce the candidacy of J. W. PROSSER for Sheriff of Shelby County subject to the decision of the Democratic Primary.: [1585, 854, 1807, 888]
session-time: 2:00 P. M.: [792, 889, 829, 898]
drawings-title: The Drawings: [446, 333, 502, 343]
paragraph: Findlay, 15; Stewardson, 21.: [607, 229, 714, 239]
teaming-list: [608, 1456, 829, 1480]
paragraph: "Do you work nights, too?" inquired the tourist.: [1105, 1151, 1276, 1161]
pub-list: [1340, 858, 1562, 1138]
photo-caption: HOME OF THE ENTERPRISE: [1626, 326, 1765, 337]
player-name: [608, 1154, 710, 1164]
assumption-title: ASSUMPTION DEFEATS F. H. S. BY A SCORE OF 22 TO 18: [613, 953, 824, 976]
pogue-list: [1096, 861, 1318, 983]
royse-sale-title: ADMINISTRATOR'S SALE OF JOHN A. ROYSE ESTATE: [1341, 184, 1561, 207]
session-games: 3-4 Thursday: [607, 842, 655, 852]
paragraph: —Mr. and Mrs. Babe Hendricks moved to Bethany to visit the latter's mother Mrs. M. Hull. Mrs. Hull has been in poor health all winter, but was able to sit up all day on Sunday.: [119, 436, 341, 470]
stat-cell: 0: [722, 1268, 728, 1278]
royse-sale-auct: Auctioneer—O. F. Dozier.: [1400, 644, 1502, 654]
paragraph: To every person in actual possession or occupancy of the lands and lots hereinafter described, also to the person or persons in whose name the same were taxed; also the party or parties at whose instance the same were specially assessed; also to the owner or owners of the same; also to the trustees and mortgagees of the same; also to the parties interested therein.: [1096, 384, 1318, 465]
paragraph: Findlay, 23; Assumption 25: [607, 390, 710, 400]
paragraph: Crucible clays were found by the Federal government in Illinois when the foreign supply was stopped by the World War. The state is rich in ceramic earths as well as agricultural loam.: [363, 660, 585, 706]
stat-cell: 2: [722, 1176, 728, 1185]
sentiments-title: HIS SENTIMENTS: [1408, 1202, 1494, 1213]
paragraph: Findlay 11; Cowden 8.: [607, 402, 692, 413]
session-games: 7-8 Thursday: [607, 866, 655, 875]
stat-cell: 5: [782, 1219, 788, 1229]
